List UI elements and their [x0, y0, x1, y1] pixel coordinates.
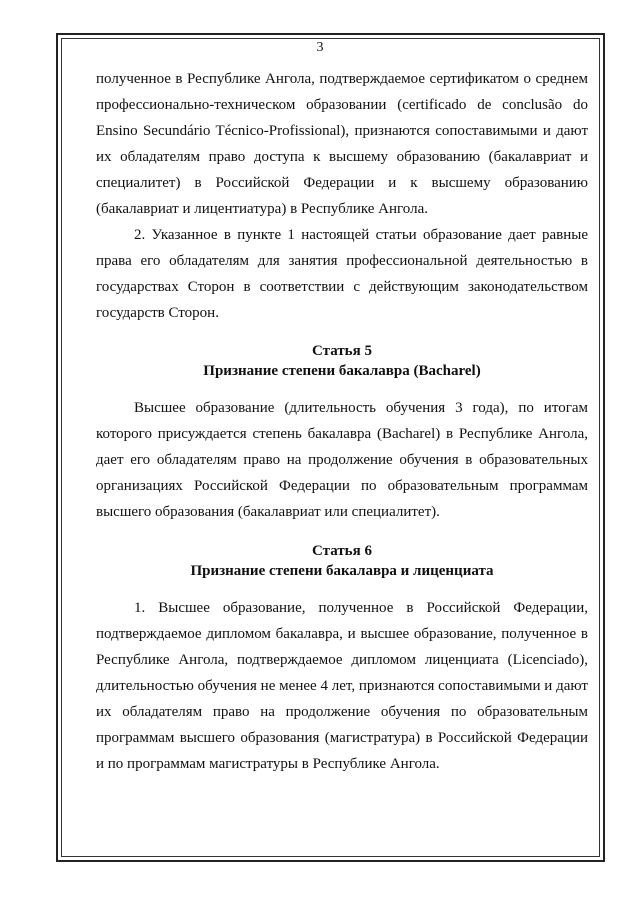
article-5-heading — [96, 341, 588, 381]
article-6-title: Признание степени бакалавра и лиценциата — [190, 563, 494, 579]
paragraph-continued: полученное в Республике Ангола, подтверждаемое сертификатом о среднем профессионально-техническом образовании (certificado de conclusão do Ensino Secundário Técnico-Profissional), признаются сопоставимыми и дают их обладателям право доступа к высшему образованию (бакалавриат и специалитет) в Российской Федерации и к высшему образованию (бакалавриат и лицентиатура) в Республике Ангола. — [96, 71, 588, 217]
article-6-number: Статья 6 — [312, 543, 372, 559]
article-5-number: Статья 5 — [312, 343, 372, 359]
document-body — [96, 66, 588, 777]
paragraph-item-2: 2. Указанное в пункте 1 настоящей статьи образование дает равные права его обладателям для занятия профессиональной деятельностью в государствах Сторон в соответствии с действующим законодательством государств Сторон. — [96, 227, 588, 321]
article-5-title: Признание степени бакалавра (Bacharel) — [203, 363, 481, 379]
article-6-heading — [96, 541, 588, 581]
page-number: 3 — [316, 40, 324, 55]
article-5-text: Высшее образование (длительность обучения 3 года), по итогам которого присуждается степень бакалавра (Bacharel) в Республике Ангола, дает его обладателям право на продолжение обучения в образовательных организациях Российской Федерации по образовательным программам высшего образования (бакалавриат или специалитет). — [96, 400, 588, 520]
article-6-text: 1. Высшее образование, полученное в Российской Федерации, подтверждаемое дипломом бакалавра, и высшее образование, полученное в Республике Ангола, подтверждаемое дипломом лиценциата (Licenciado), длительностью обучения не менее 4 лет, признаются сопоставимыми и дают их обладателям право на продолжение обучения по образовательным программам высшего образования (магистратура) в Российской Федерации и по программам магистратуры в Республике Ангола. — [96, 600, 588, 772]
